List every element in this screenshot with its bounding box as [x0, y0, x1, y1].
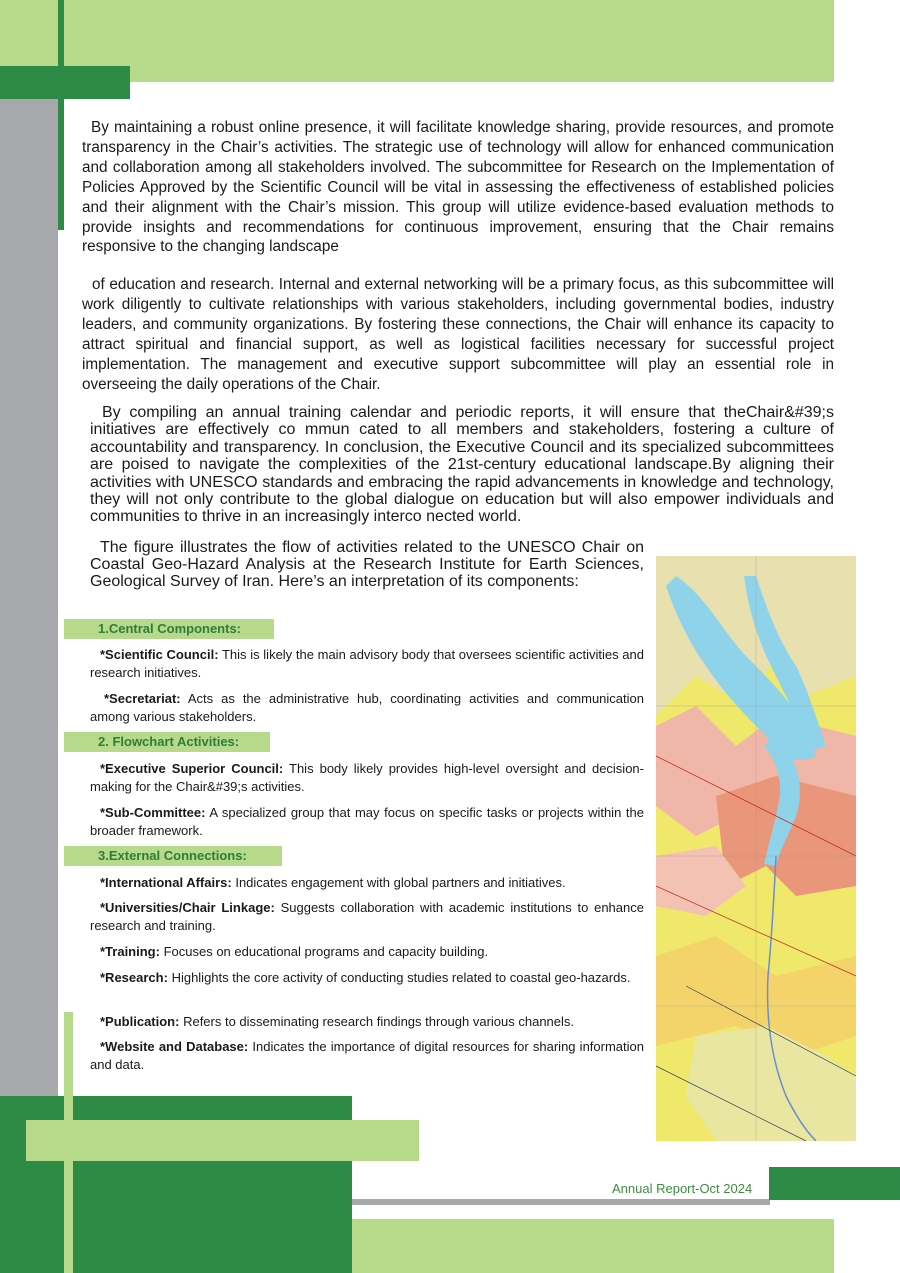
list-item-training: *Training: Focuses on educational programs and capacity building. [100, 944, 489, 959]
list-item-publication: *Publication: Refers to disseminating research findings through various channels. [100, 1014, 575, 1029]
left-light-strip [0, 0, 58, 66]
left-gray-bar [0, 82, 58, 1102]
section-heading-central: 1.Central Components: [64, 619, 274, 639]
footer-gray-line [352, 1199, 770, 1205]
paragraph-3: By compiling an annual training calendar and periodic reports, it will ensure that theChair&#39;s initiatives are effectively co mmun cated to all members and stakeholders, fostering a culture of accountability and transparency. In conclusion, the Executive Council and its specialized subcommittees are poised to navigate the complexities of the 21st-century educational landscape.By aligning their activities with UNESCO standards and embracing the rapid advancements in knowledge and technology, they will not only contribute to the global dialogue on education but will also empower individuals and communities to thrive in an increasingly interco nected world. [90, 404, 834, 526]
geological-map-image [656, 556, 856, 1141]
bottom-right-light-band [352, 1219, 834, 1273]
dark-green-tab [0, 66, 130, 99]
list-item-executive-superior-council: *Executive Superior Council: This body likely provides high-level oversight and decision-making for the Chair&#39;s activities. [90, 761, 644, 794]
paragraph-1: By maintaining a robust online presence, it will facilitate knowledge sharing, provide resources, and promote transparency in the Chair’s activities. The strategic use of technology will allow for enhanced communication and collaboration among all stakeholders involved. The subcommittee for Research on the Implementation of Policies Approved by the Scientific Council will be vital in assessing the effectiveness of established policies and their alignment with the Chair’s mission. This group will utilize evidence-based evaluation methods to provide insights and recommendations for continuous improvement, ensuring that the Chair remains responsive to the changing landscape [82, 119, 834, 256]
section-heading-external: 3.External Connections: [64, 846, 282, 866]
paragraph-2: of education and research. Internal and external networking will be a primary focus, as this subcommittee will work diligently to cultivate relationships with various stakeholders, including governmental bodies, industry leaders, and community organizations. By fostering these connections, the Chair will enhance its capacity to attract spiritual and financial support, as well as logistical facilities necessary for successful project implementation. The management and executive support subcommittee will play an essential role in overseeing the daily operations of the Chair. [82, 276, 834, 393]
list-item-sub-committee: *Sub-Committee: A specialized group that may focus on specific tasks or projects within the broader framework. [90, 805, 644, 838]
footer-report-label: Annual Report-Oct 2024 [612, 1181, 753, 1196]
page-number: 20 [771, 1167, 803, 1198]
bottom-light-bar [26, 1120, 419, 1161]
list-item-research: *Research: Highlights the core activity of conducting studies related to coastal geo-hazards. [100, 970, 631, 985]
list-item-universities-linkage: *Universities/Chair Linkage: Suggests collaboration with academic institutions to enhance research and training. [90, 900, 644, 933]
paragraph-4: The figure illustrates the flow of activities related to the UNESCO Chair on Coastal Geo-Hazard Analysis at the Research Institute for Earth Sciences, Geological Survey of Iran. Here’s an interpretation of its components: [90, 539, 644, 591]
list-item-international-affairs: *International Affairs: Indicates engagement with global partners and initiatives. [100, 875, 566, 890]
vertical-green-line [58, 0, 64, 230]
section-heading-flowchart: 2. Flowchart Activities: [64, 732, 270, 752]
list-item-website-database: *Website and Database: Indicates the importance of digital resources for sharing information and data. [90, 1039, 644, 1072]
list-item-secretariat: *Secretariat: Acts as the administrative hub, coordinating activities and communication among various stakeholders. [90, 691, 644, 724]
list-item-scientific-council: *Scientific Council: This is likely the main advisory body that oversees scientific activities and research initiatives. [90, 647, 644, 680]
